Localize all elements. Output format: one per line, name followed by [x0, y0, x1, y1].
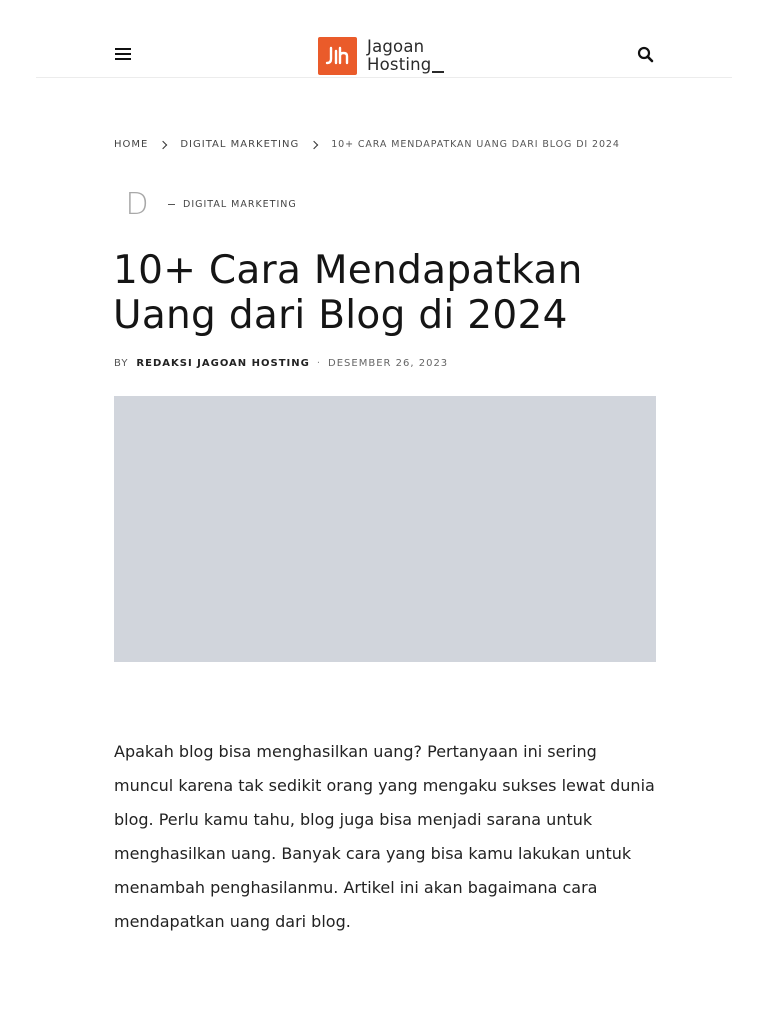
category-dash: [168, 204, 175, 205]
category-link[interactable]: DIGITAL MARKETING: [183, 198, 297, 210]
site-header: [36, 0, 732, 78]
search-icon[interactable]: [636, 45, 656, 65]
logo-line-2: Hosting: [367, 55, 432, 74]
breadcrumb: [114, 139, 620, 150]
chevron-right-icon: [310, 140, 318, 148]
logo-wordmark: [367, 38, 444, 74]
logo-mark-icon: [318, 37, 357, 75]
logo-line-1: Jagoan: [367, 37, 425, 56]
category-row: [114, 186, 297, 222]
byline-label: BY: [114, 358, 129, 369]
byline-separator: ·: [316, 358, 322, 369]
publish-date: DESEMBER 26, 2023: [328, 358, 449, 369]
article-body-paragraph: Apakah blog bisa menghasilkan uang? Pertanyaan ini sering muncul karena tak sedikit orang yang mengaku sukses lewat dunia blog. Perlu kamu tahu, blog juga bisa menjadi sarana untuk menghasilkan uang. Banyak cara yang bisa kamu lakukan untuk menambah penghasilanmu. Artikel ini akan bagaimana cara mendapatkan uang dari blog.: [114, 742, 655, 931]
category-initial: D: [125, 186, 149, 222]
breadcrumb-category[interactable]: DIGITAL MARKETING: [180, 139, 300, 150]
author-link[interactable]: REDAKSI JAGOAN HOSTING: [136, 358, 310, 369]
breadcrumb-home[interactable]: HOME: [114, 139, 149, 150]
breadcrumb-current: 10+ CARA MENDAPATKAN UANG DARI BLOG DI 2024: [331, 139, 620, 150]
article-byline: [114, 358, 448, 369]
article-title: 10+ Cara Mendapatkan Uang dari Blog di 2024: [113, 248, 583, 338]
site-logo[interactable]: [318, 36, 444, 76]
hamburger-icon[interactable]: [115, 48, 131, 61]
chevron-right-icon: [159, 140, 167, 148]
featured-image-placeholder: [114, 396, 656, 662]
